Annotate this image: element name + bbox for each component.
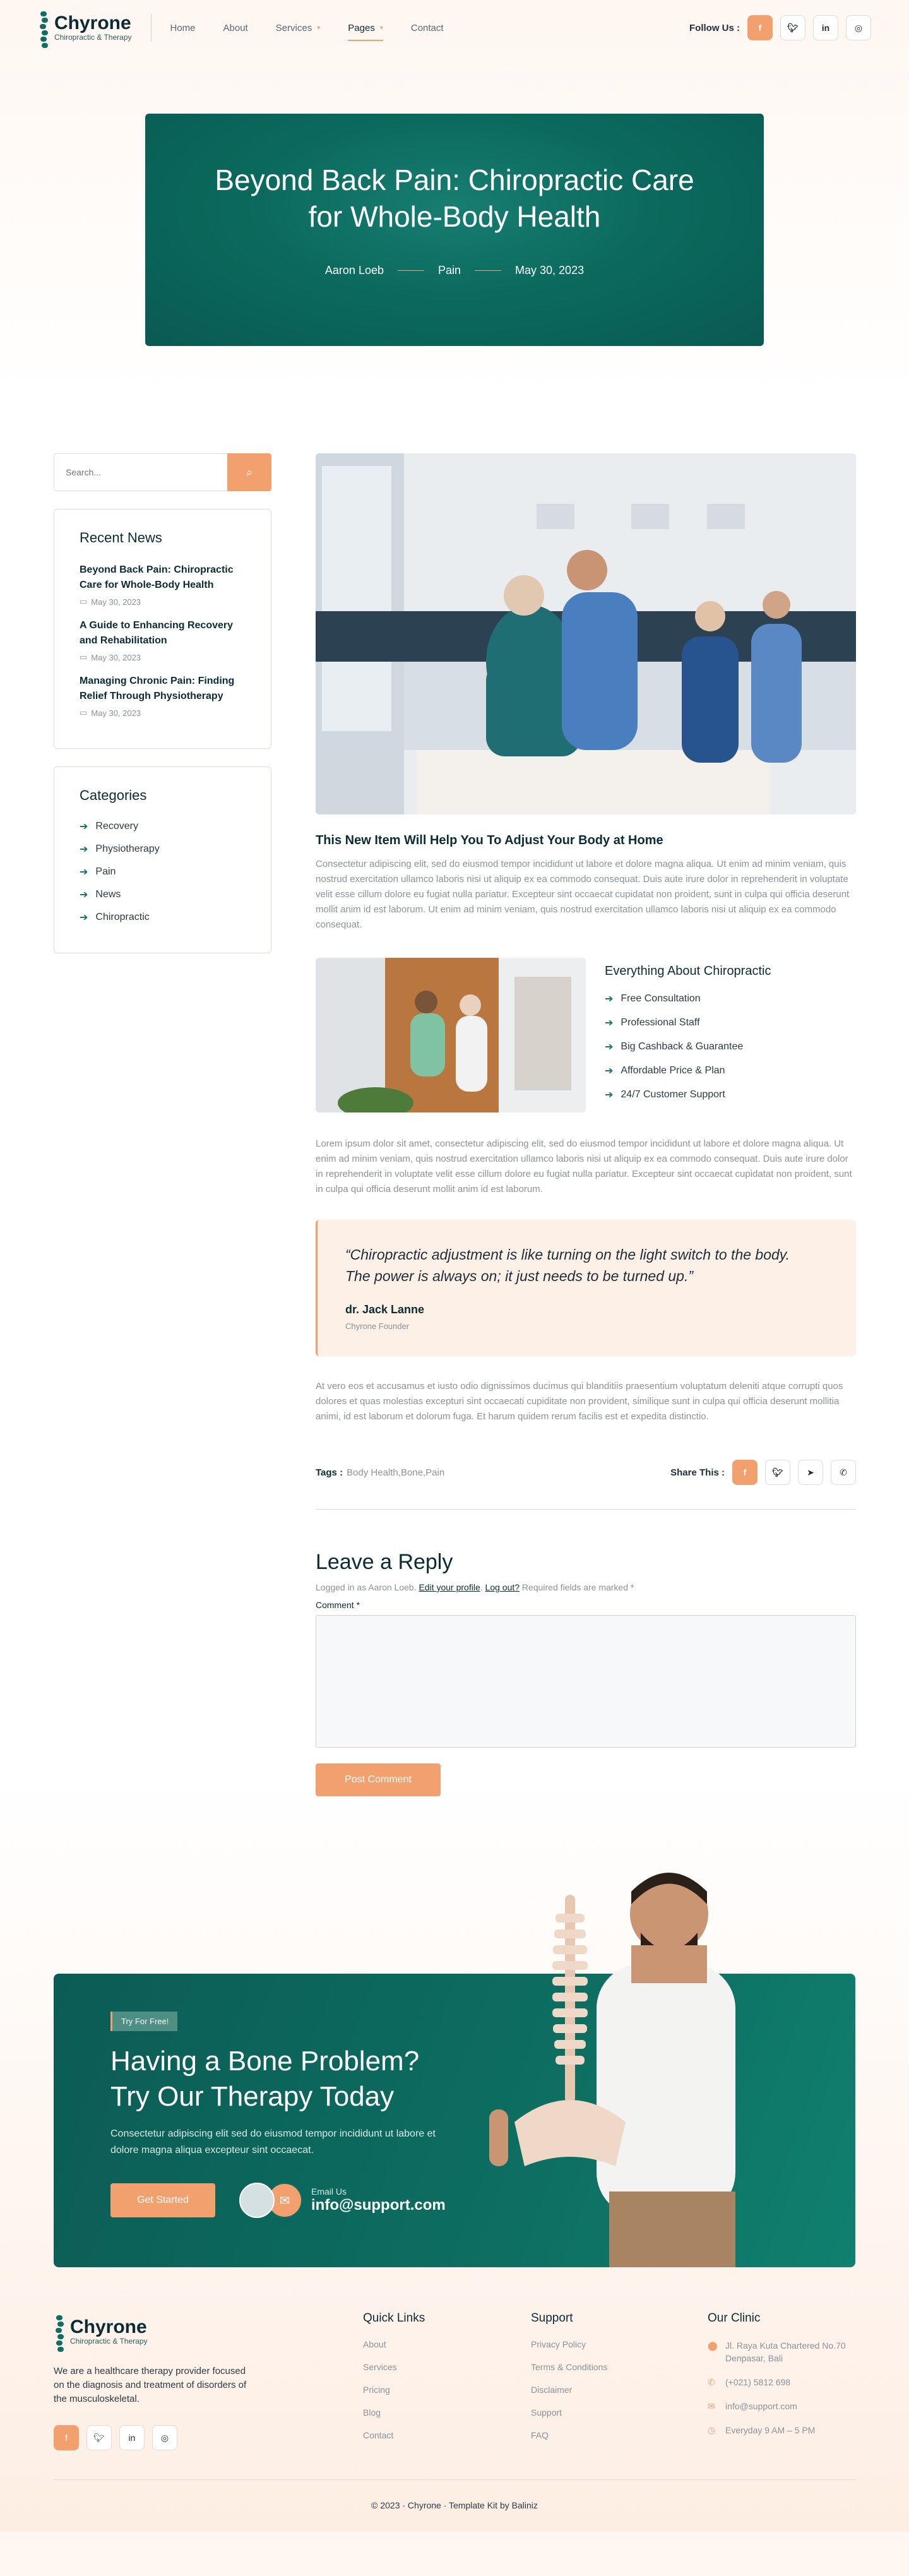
tags-list[interactable]: Body Health,Bone,Pain xyxy=(347,1467,445,1478)
category-recovery[interactable] xyxy=(80,820,246,833)
footer-link[interactable]: Support xyxy=(531,2407,562,2418)
nav-pages-label: Pages xyxy=(348,22,375,33)
footer-link[interactable]: Disclaimer xyxy=(531,2385,573,2395)
footer-link[interactable]: Terms & Conditions xyxy=(531,2362,608,2372)
footer-link[interactable]: Services xyxy=(363,2362,397,2372)
pull-quote xyxy=(316,1220,856,1356)
footer-link[interactable]: Privacy Policy xyxy=(531,2339,586,2349)
share-bar xyxy=(670,1460,856,1485)
category-label: Pain xyxy=(95,866,116,877)
news-date xyxy=(80,597,246,607)
main-layout xyxy=(54,453,855,1796)
categories-title: Categories xyxy=(80,787,147,803)
copyright: © 2023 · Chyrone · Template Kit by Baliniz xyxy=(54,2479,855,2532)
comment-form xyxy=(316,1550,856,1796)
phone-text: (+021) 5812 698 xyxy=(725,2377,791,2387)
feature-label: Affordable Price & Plan xyxy=(621,1065,725,1076)
therapy-illustration xyxy=(316,958,586,1112)
list-item[interactable] xyxy=(80,618,246,662)
footer-link[interactable]: Pricing xyxy=(363,2385,390,2395)
email-contact[interactable] xyxy=(239,2183,446,2218)
clinic-address xyxy=(708,2339,855,2364)
email-value[interactable]: info@support.com xyxy=(311,2197,446,2214)
clinic-photo xyxy=(316,453,856,814)
arrow-right-icon: ➔ xyxy=(80,890,88,900)
calendar-icon: ▭ xyxy=(80,708,88,717)
twitter-icon[interactable]: 🐦︎ xyxy=(86,2425,112,2450)
sidebar xyxy=(54,453,271,1796)
chevron-down-icon: ▾ xyxy=(379,24,383,32)
nav-contact-label: Contact xyxy=(410,22,444,33)
comment-textarea[interactable] xyxy=(316,1615,856,1748)
article-paragraph-3: At vero eos et accusamus et iusto odio dignissimos ducimus qui blanditiis praesentium voluptatum deleniti atque corrupti quos dolores et quas molestias excepturi sint occaecati cupiditate non provident, similique sunt in culpa qui officia deserunt mollitia animi, id est laborum et dolorum fuga. Et harum quidem rerum facilis est et expedita distinctio. xyxy=(316,1381,843,1422)
tags-share-row xyxy=(316,1460,856,1510)
news-date-text: May 30, 2023 xyxy=(91,708,141,718)
footer-clinic xyxy=(708,2311,855,2453)
category-label: Physiotherapy xyxy=(95,844,160,854)
search-button[interactable] xyxy=(227,453,271,491)
doctor-illustration xyxy=(489,1857,761,2267)
nav-home-label: Home xyxy=(170,22,196,33)
footer-link[interactable]: Blog xyxy=(363,2407,381,2418)
footer-social xyxy=(54,2425,363,2450)
footer-brand-name: Chyrone xyxy=(70,2317,147,2337)
news-date-text: May 30, 2023 xyxy=(91,597,141,607)
category-label: Chiropractic xyxy=(95,912,150,922)
article-paragraph-2: Lorem ipsum dolor sit amet, consectetur adipiscing elit, sed do eiusmod tempor incididunt ut labore et dolore magna aliqua. Ut enim ad minim veniam, quis nostrud exercitation ullamco laboris nisi ut aliquip ex ea commodo consequat. Duis aute irure dolor in reprehenderit in voluptate velit esse cillum dolore eu fugiat nulla pariatur. Excepteur sint occaecat cupidatat non proident, sunt in culpa qui officia deserunt mollit anim id est laborum. xyxy=(316,1138,852,1195)
comment-label: Comment * xyxy=(316,1600,360,1610)
nav-about-label: About xyxy=(223,22,248,33)
feature-item xyxy=(605,1064,771,1077)
article-paragraph-1: Consectetur adipiscing elit, sed do eiusmod tempor incididunt ut labore et dolore magna aliqua. Ut enim ad minim veniam, quis nostrud exercitation ullamco laboris nisi ut aliquip ex ea commodo consequat. Duis aute irure dolor in reprehenderit in voluptate velit esse cillum dolore eu fugiat nulla pariatur. Excepteur sint occaecat cupidatat non proident, sunt in culpa qui officia deserunt mollit anim id est laborum. Ut enim ad minim veniam, quis nostrud exercitation ullamco laboris nisi ut aliquip ex ea commodo consequat. xyxy=(316,859,850,930)
category-news[interactable] xyxy=(80,888,246,901)
linkedin-icon[interactable]: in xyxy=(119,2425,145,2450)
feature-block xyxy=(316,958,856,1112)
news-date xyxy=(80,652,246,662)
quick-links-title: Quick Links xyxy=(363,2311,425,2325)
meta-divider xyxy=(475,270,501,271)
category-label: News xyxy=(95,889,121,900)
arrow-right-icon: ➔ xyxy=(80,844,88,855)
arrow-right-icon: ➔ xyxy=(605,1090,614,1100)
site-footer xyxy=(54,2311,855,2453)
therapy-photo xyxy=(316,958,586,1112)
envelope-icon: ✉ xyxy=(267,2183,302,2218)
post-comment-button[interactable]: Post Comment xyxy=(316,1763,441,1796)
footer-brand-logo[interactable] xyxy=(54,2311,363,2352)
clinic-phone[interactable] xyxy=(708,2376,855,2388)
arrow-right-icon: ➔ xyxy=(80,912,88,923)
quote-role: Chyrone Founder xyxy=(345,1321,410,1331)
avatar xyxy=(239,2183,275,2218)
linkedin-icon[interactable]: in xyxy=(813,15,838,40)
article-subheading: This New Item Will Help You To Adjust Your Body at Home xyxy=(316,833,663,847)
brand-name: Chyrone xyxy=(54,13,131,33)
cta-badge: Try For Free! xyxy=(110,2012,177,2031)
feature-label: Big Cashback & Guarantee xyxy=(621,1041,744,1052)
meta-divider xyxy=(398,270,424,271)
footer-quick-links xyxy=(363,2311,531,2453)
brand-logo[interactable] xyxy=(38,8,132,48)
envelope-icon: ✉ xyxy=(708,2401,715,2411)
footer-about xyxy=(54,2311,363,2453)
cta-text: Consectetur adipiscing elit sed do eiusmod tempor incididunt ut labore et dolore magna aliqua excepteur sint occaecat. xyxy=(110,2128,436,2156)
categories-widget xyxy=(54,766,271,953)
search-form xyxy=(54,453,271,491)
quote-author: dr. Jack Lanne xyxy=(345,1303,425,1316)
whatsapp-icon[interactable]: ✆ xyxy=(831,1460,856,1485)
search-input[interactable] xyxy=(54,453,227,491)
cta-title-line-1: Having a Bone Problem? xyxy=(110,2046,420,2077)
arrow-right-icon: ➔ xyxy=(605,1042,614,1052)
list-item[interactable] xyxy=(80,674,246,718)
nav-about[interactable] xyxy=(223,23,248,33)
get-started-button[interactable]: Get Started xyxy=(110,2183,215,2217)
facebook-icon[interactable]: f xyxy=(747,15,773,40)
nav-services[interactable] xyxy=(276,23,321,33)
post-date: May 30, 2023 xyxy=(515,264,585,277)
address-text: Jl. Raya Kuta Chartered No.70 Denpasar, Bali xyxy=(725,2340,846,2363)
post-meta xyxy=(145,264,764,277)
news-title[interactable]: A Guide to Enhancing Recovery and Rehabilitation xyxy=(80,620,234,646)
quote-text: “Chiropractic adjustment is like turning on the light switch to the body. The power is always on; it just needs to be turned up.” xyxy=(345,1246,790,1284)
post-author[interactable]: Aaron Loeb xyxy=(324,264,384,277)
feature-item xyxy=(605,993,771,1005)
feature-list xyxy=(605,958,771,1112)
header-divider xyxy=(151,14,152,42)
brand-tagline: Chiropractic & Therapy xyxy=(54,33,132,42)
footer-brand-tagline: Chiropractic & Therapy xyxy=(70,2337,148,2346)
logged-in-note: Logged in as Aaron Loeb. Edit your profile. Log out? Required fields are marked * xyxy=(316,1582,634,1592)
feature-item xyxy=(605,1017,771,1029)
list-item[interactable] xyxy=(80,563,246,607)
footer-link[interactable]: FAQ xyxy=(531,2430,549,2440)
site-header xyxy=(0,0,909,56)
news-date-text: May 30, 2023 xyxy=(91,652,141,662)
follow-us xyxy=(689,15,871,40)
post-title: Beyond Back Pain: Chiropractic Care for Whole-Body Health xyxy=(215,164,694,233)
nav-home[interactable] xyxy=(170,23,196,33)
edit-profile-link[interactable]: Edit your profile xyxy=(419,1582,480,1592)
facebook-icon[interactable]: f xyxy=(54,2425,79,2450)
nav-pages[interactable] xyxy=(348,23,383,33)
share-label: Share This : xyxy=(670,1467,725,1478)
category-pain[interactable] xyxy=(80,866,246,878)
cta-title-line-2: Try Our Therapy Today xyxy=(110,2081,395,2112)
tags-label: Tags : xyxy=(316,1467,343,1478)
twitter-icon[interactable]: 🐦︎ xyxy=(780,15,805,40)
spine-logo-icon xyxy=(54,2311,65,2352)
feature-item xyxy=(605,1088,771,1101)
twitter-icon[interactable]: 🐦︎ xyxy=(765,1460,790,1485)
feature-item xyxy=(605,1041,771,1053)
category-chiropractic[interactable] xyxy=(80,911,246,924)
telegram-icon[interactable]: ➤ xyxy=(798,1460,823,1485)
recent-news-widget xyxy=(54,509,271,749)
feature-label: Free Consultation xyxy=(621,993,701,1004)
logout-link[interactable]: Log out? xyxy=(485,1582,520,1592)
clinic-email[interactable] xyxy=(708,2400,855,2412)
arrow-right-icon: ➔ xyxy=(80,867,88,878)
news-title[interactable]: Managing Chronic Pain: Finding Relief Through Physiotherapy xyxy=(80,676,235,701)
footer-about-text: We are a healthcare therapy provider focused on the diagnosis and treatment of disorders of the musculoskeletal. xyxy=(54,2366,247,2404)
doctor-with-spine-photo xyxy=(489,1857,761,2267)
calendar-icon: ▭ xyxy=(80,652,88,662)
facebook-icon[interactable]: f xyxy=(732,1460,758,1485)
arrow-right-icon: ➔ xyxy=(80,821,88,832)
clinic-hours xyxy=(708,2424,855,2436)
nav-services-label: Services xyxy=(275,22,312,33)
recent-news-title: Recent News xyxy=(80,530,162,546)
feature-label: Professional Staff xyxy=(621,1017,700,1028)
phone-icon: ✆ xyxy=(708,2377,715,2387)
arrow-right-icon: ➔ xyxy=(605,1066,614,1076)
required-note: Required fields are marked * xyxy=(521,1582,634,1592)
cta-section xyxy=(54,1857,855,2267)
reply-title: Leave a Reply xyxy=(316,1550,453,1574)
follow-label: Follow Us : xyxy=(689,22,740,33)
footer-link[interactable]: About xyxy=(363,2339,386,2349)
main-nav xyxy=(170,23,444,33)
instagram-icon[interactable]: ◎ xyxy=(846,15,871,40)
feature-label: 24/7 Customer Support xyxy=(621,1089,725,1100)
news-title[interactable]: Beyond Back Pain: Chiropractic Care for Whole-Body Health xyxy=(80,564,234,590)
spine-logo-icon xyxy=(38,8,49,48)
hours-text: Everyday 9 AM – 5 PM xyxy=(725,2425,816,2435)
clinic-title: Our Clinic xyxy=(708,2311,761,2325)
arrow-right-icon: ➔ xyxy=(605,994,614,1005)
chevron-down-icon: ▾ xyxy=(317,24,321,32)
category-physiotherapy[interactable] xyxy=(80,843,246,856)
clock-icon: ◷ xyxy=(708,2425,716,2435)
post-hero xyxy=(145,114,764,346)
map-pin-icon: ⬤ xyxy=(708,2340,718,2351)
instagram-icon[interactable]: ◎ xyxy=(152,2425,177,2450)
search-icon: ⌕ xyxy=(246,465,253,479)
clinic-illustration xyxy=(316,453,856,814)
nav-contact[interactable] xyxy=(411,23,444,33)
logged-in-text: Logged in as Aaron Loeb. xyxy=(316,1582,417,1592)
support-title: Support xyxy=(531,2311,573,2325)
news-date xyxy=(80,708,246,718)
category-label: Recovery xyxy=(95,821,138,832)
footer-link[interactable]: Contact xyxy=(363,2430,394,2440)
email-text: info@support.com xyxy=(725,2401,797,2411)
email-label: Email Us xyxy=(311,2186,347,2197)
footer-support xyxy=(531,2311,708,2453)
post-category[interactable]: Pain xyxy=(437,264,461,277)
arrow-right-icon: ➔ xyxy=(605,1018,614,1029)
calendar-icon: ▭ xyxy=(80,597,88,606)
post-content xyxy=(316,453,856,1796)
feature-list-title: Everything About Chiropractic xyxy=(605,964,771,978)
